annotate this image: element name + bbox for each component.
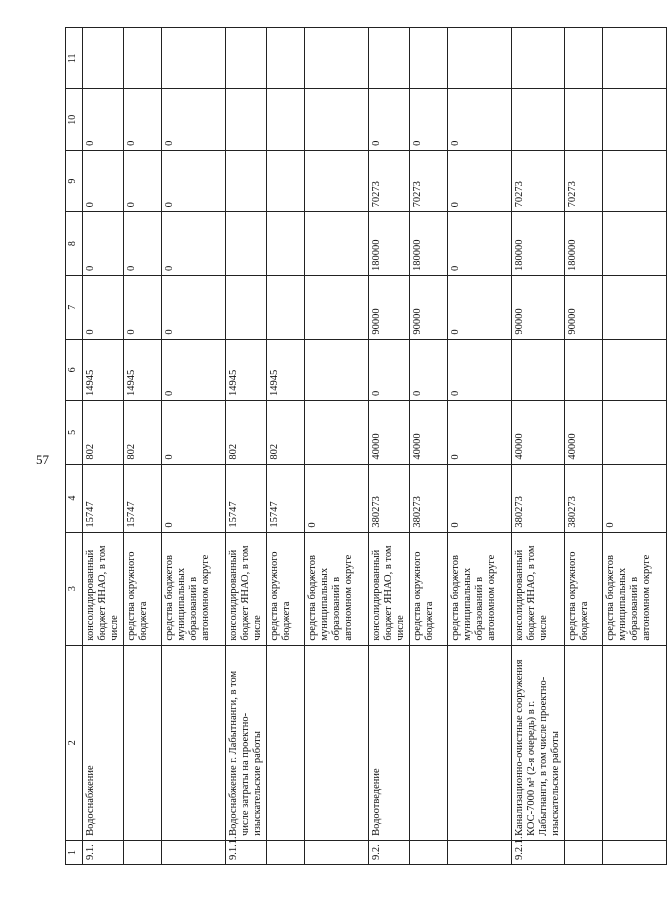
table-row bbox=[305, 28, 369, 865]
cell-y2017: 180000 bbox=[369, 212, 410, 276]
cell-y2018: 70273 bbox=[410, 150, 448, 211]
cell-num bbox=[305, 840, 369, 864]
cell-y2017: 180000 bbox=[565, 212, 603, 276]
cell-y2020 bbox=[305, 28, 369, 90]
cell-y2020 bbox=[267, 28, 305, 90]
cell-num bbox=[410, 840, 448, 864]
cell-y2019 bbox=[267, 89, 305, 150]
cell-source: средства окружного бюджета bbox=[124, 532, 162, 645]
cell-source: консолидированный бюджет ЯНАО, в том числе bbox=[512, 532, 565, 645]
cell-y2019 bbox=[512, 89, 565, 150]
cell-y2014: 0 bbox=[162, 401, 226, 465]
cell-name bbox=[448, 645, 512, 840]
cell-y2020 bbox=[448, 28, 512, 90]
cell-y2014: 802 bbox=[226, 401, 267, 465]
cell-total: 0 bbox=[305, 464, 369, 532]
cell-y2017 bbox=[226, 212, 267, 276]
cell-y2016: 0 bbox=[124, 275, 162, 339]
table-row bbox=[369, 28, 410, 865]
cell-y2017: 180000 bbox=[410, 212, 448, 276]
cell-y2017: 0 bbox=[124, 212, 162, 276]
cell-y2015: 14945 bbox=[124, 339, 162, 400]
cell-source: средства окружного бюджета bbox=[410, 532, 448, 645]
cell-name bbox=[603, 645, 667, 840]
cell-y2020 bbox=[565, 28, 603, 90]
cell-num bbox=[124, 840, 162, 864]
cell-y2017: 0 bbox=[448, 212, 512, 276]
column-number-header: 6 bbox=[66, 339, 83, 400]
cell-source: консолидированный бюджет ЯНАО, в том числе bbox=[83, 532, 124, 645]
cell-y2014 bbox=[305, 401, 369, 465]
cell-y2015: 14945 bbox=[226, 339, 267, 400]
table-row bbox=[267, 28, 305, 865]
column-number-header: 1 bbox=[66, 840, 83, 864]
cell-y2018 bbox=[226, 150, 267, 211]
cell-total: 380273 bbox=[565, 464, 603, 532]
cell-y2016: 90000 bbox=[369, 275, 410, 339]
cell-total: 0 bbox=[603, 464, 667, 532]
cell-num bbox=[565, 840, 603, 864]
cell-y2015: 14945 bbox=[267, 339, 305, 400]
cell-y2020 bbox=[162, 28, 226, 90]
cell-y2015 bbox=[305, 339, 369, 400]
cell-name: Водоснабжение bbox=[83, 645, 124, 840]
cell-y2018 bbox=[603, 150, 667, 211]
cell-y2015: 0 bbox=[410, 339, 448, 400]
cell-num bbox=[267, 840, 305, 864]
cell-source: средства окружного бюджета bbox=[267, 532, 305, 645]
cell-total: 0 bbox=[448, 464, 512, 532]
table-row bbox=[124, 28, 162, 865]
cell-y2019 bbox=[603, 89, 667, 150]
cell-y2020 bbox=[603, 28, 667, 90]
cell-y2018: 70273 bbox=[512, 150, 565, 211]
column-number-header: 5 bbox=[66, 401, 83, 465]
page-number: 57 bbox=[36, 452, 49, 467]
cell-total: 0 bbox=[162, 464, 226, 532]
cell-name: Водоотведение bbox=[369, 645, 410, 840]
cell-y2015 bbox=[565, 339, 603, 400]
cell-source: средства бюджетов муниципальных образований в автономном округе bbox=[162, 532, 226, 645]
cell-source: средства бюджетов муниципальных образований в автономном округе bbox=[603, 532, 667, 645]
cell-y2020 bbox=[369, 28, 410, 90]
cell-y2020 bbox=[226, 28, 267, 90]
cell-y2015: 0 bbox=[369, 339, 410, 400]
cell-y2015: 14945 bbox=[83, 339, 124, 400]
cell-source: средства бюджетов муниципальных образований в автономном округе bbox=[448, 532, 512, 645]
column-number-header: 7 bbox=[66, 275, 83, 339]
table-row bbox=[512, 28, 565, 865]
cell-name bbox=[124, 645, 162, 840]
cell-source: консолидированный бюджет ЯНАО, в том числе bbox=[369, 532, 410, 645]
cell-y2014: 40000 bbox=[512, 401, 565, 465]
cell-total: 380273 bbox=[512, 464, 565, 532]
table-row bbox=[603, 28, 667, 865]
cell-y2019: 0 bbox=[448, 89, 512, 150]
cell-total: 15747 bbox=[124, 464, 162, 532]
cell-y2017 bbox=[603, 212, 667, 276]
cell-y2016: 90000 bbox=[565, 275, 603, 339]
cell-y2014 bbox=[603, 401, 667, 465]
table-header-row bbox=[66, 28, 83, 865]
cell-total: 380273 bbox=[369, 464, 410, 532]
cell-y2016: 90000 bbox=[410, 275, 448, 339]
column-number-header: 10 bbox=[66, 89, 83, 150]
cell-y2019: 0 bbox=[369, 89, 410, 150]
cell-y2017: 0 bbox=[83, 212, 124, 276]
cell-y2019: 0 bbox=[410, 89, 448, 150]
cell-name: Канализационно-очистные сооружения КОС-7000 м³ (2-я очередь) в г. Лабытнанги, в том числе проектно-изыскательские работы bbox=[512, 645, 565, 840]
cell-y2015 bbox=[603, 339, 667, 400]
cell-y2018: 0 bbox=[162, 150, 226, 211]
cell-y2018: 0 bbox=[124, 150, 162, 211]
rotated-table-wrapper bbox=[65, 27, 652, 865]
cell-name bbox=[305, 645, 369, 840]
cell-y2014: 0 bbox=[448, 401, 512, 465]
cell-y2014: 802 bbox=[124, 401, 162, 465]
column-number-header: 4 bbox=[66, 464, 83, 532]
cell-y2014: 40000 bbox=[410, 401, 448, 465]
cell-total: 380273 bbox=[410, 464, 448, 532]
cell-source: консолидированный бюджет ЯНАО, в том числе bbox=[226, 532, 267, 645]
cell-name bbox=[162, 645, 226, 840]
cell-num bbox=[448, 840, 512, 864]
table-row bbox=[448, 28, 512, 865]
budget-table-body bbox=[66, 28, 667, 865]
cell-source: средства бюджетов муниципальных образований в автономном округе bbox=[305, 532, 369, 645]
cell-y2019 bbox=[565, 89, 603, 150]
cell-y2018: 70273 bbox=[369, 150, 410, 211]
cell-y2018: 0 bbox=[448, 150, 512, 211]
column-number-header: 8 bbox=[66, 212, 83, 276]
cell-total: 15747 bbox=[226, 464, 267, 532]
cell-y2019: 0 bbox=[162, 89, 226, 150]
cell-y2016 bbox=[267, 275, 305, 339]
cell-y2018: 70273 bbox=[565, 150, 603, 211]
cell-total: 15747 bbox=[83, 464, 124, 532]
cell-total: 15747 bbox=[267, 464, 305, 532]
cell-y2015: 0 bbox=[448, 339, 512, 400]
cell-y2019: 0 bbox=[83, 89, 124, 150]
budget-table bbox=[65, 27, 667, 865]
cell-y2016: 0 bbox=[448, 275, 512, 339]
cell-num: 9.1.1. bbox=[226, 840, 267, 864]
cell-y2016: 90000 bbox=[512, 275, 565, 339]
cell-y2019 bbox=[305, 89, 369, 150]
cell-y2020 bbox=[512, 28, 565, 90]
cell-y2017: 0 bbox=[162, 212, 226, 276]
table-row bbox=[410, 28, 448, 865]
cell-source: средства окружного бюджета bbox=[565, 532, 603, 645]
table-row bbox=[83, 28, 124, 865]
cell-name bbox=[267, 645, 305, 840]
table-row bbox=[565, 28, 603, 865]
column-number-header: 3 bbox=[66, 532, 83, 645]
cell-y2017: 180000 bbox=[512, 212, 565, 276]
cell-y2018 bbox=[267, 150, 305, 211]
cell-y2014: 802 bbox=[83, 401, 124, 465]
cell-y2015 bbox=[512, 339, 565, 400]
table-row bbox=[162, 28, 226, 865]
cell-y2014: 802 bbox=[267, 401, 305, 465]
cell-y2016 bbox=[226, 275, 267, 339]
cell-y2016: 0 bbox=[83, 275, 124, 339]
cell-y2016 bbox=[603, 275, 667, 339]
rotated-table-area bbox=[65, 27, 652, 865]
cell-y2018 bbox=[305, 150, 369, 211]
cell-num: 9.2.1. bbox=[512, 840, 565, 864]
cell-y2016 bbox=[305, 275, 369, 339]
cell-y2019: 0 bbox=[124, 89, 162, 150]
cell-y2019 bbox=[226, 89, 267, 150]
cell-num bbox=[162, 840, 226, 864]
table-row bbox=[226, 28, 267, 865]
cell-num: 9.1. bbox=[83, 840, 124, 864]
column-number-header: 2 bbox=[66, 645, 83, 840]
cell-name bbox=[565, 645, 603, 840]
cell-y2020 bbox=[124, 28, 162, 90]
cell-y2020 bbox=[83, 28, 124, 90]
column-number-header: 9 bbox=[66, 150, 83, 211]
cell-y2014: 40000 bbox=[565, 401, 603, 465]
cell-num bbox=[603, 840, 667, 864]
column-number-header: 11 bbox=[66, 28, 83, 90]
cell-name: Водоснабжение г. Лабытнанги, в том числе затраты на проектно-изыскательские работы bbox=[226, 645, 267, 840]
cell-y2018: 0 bbox=[83, 150, 124, 211]
cell-y2020 bbox=[410, 28, 448, 90]
cell-y2017 bbox=[267, 212, 305, 276]
cell-y2016: 0 bbox=[162, 275, 226, 339]
cell-y2014: 40000 bbox=[369, 401, 410, 465]
cell-y2017 bbox=[305, 212, 369, 276]
cell-y2015: 0 bbox=[162, 339, 226, 400]
cell-name bbox=[410, 645, 448, 840]
cell-num: 9.2. bbox=[369, 840, 410, 864]
